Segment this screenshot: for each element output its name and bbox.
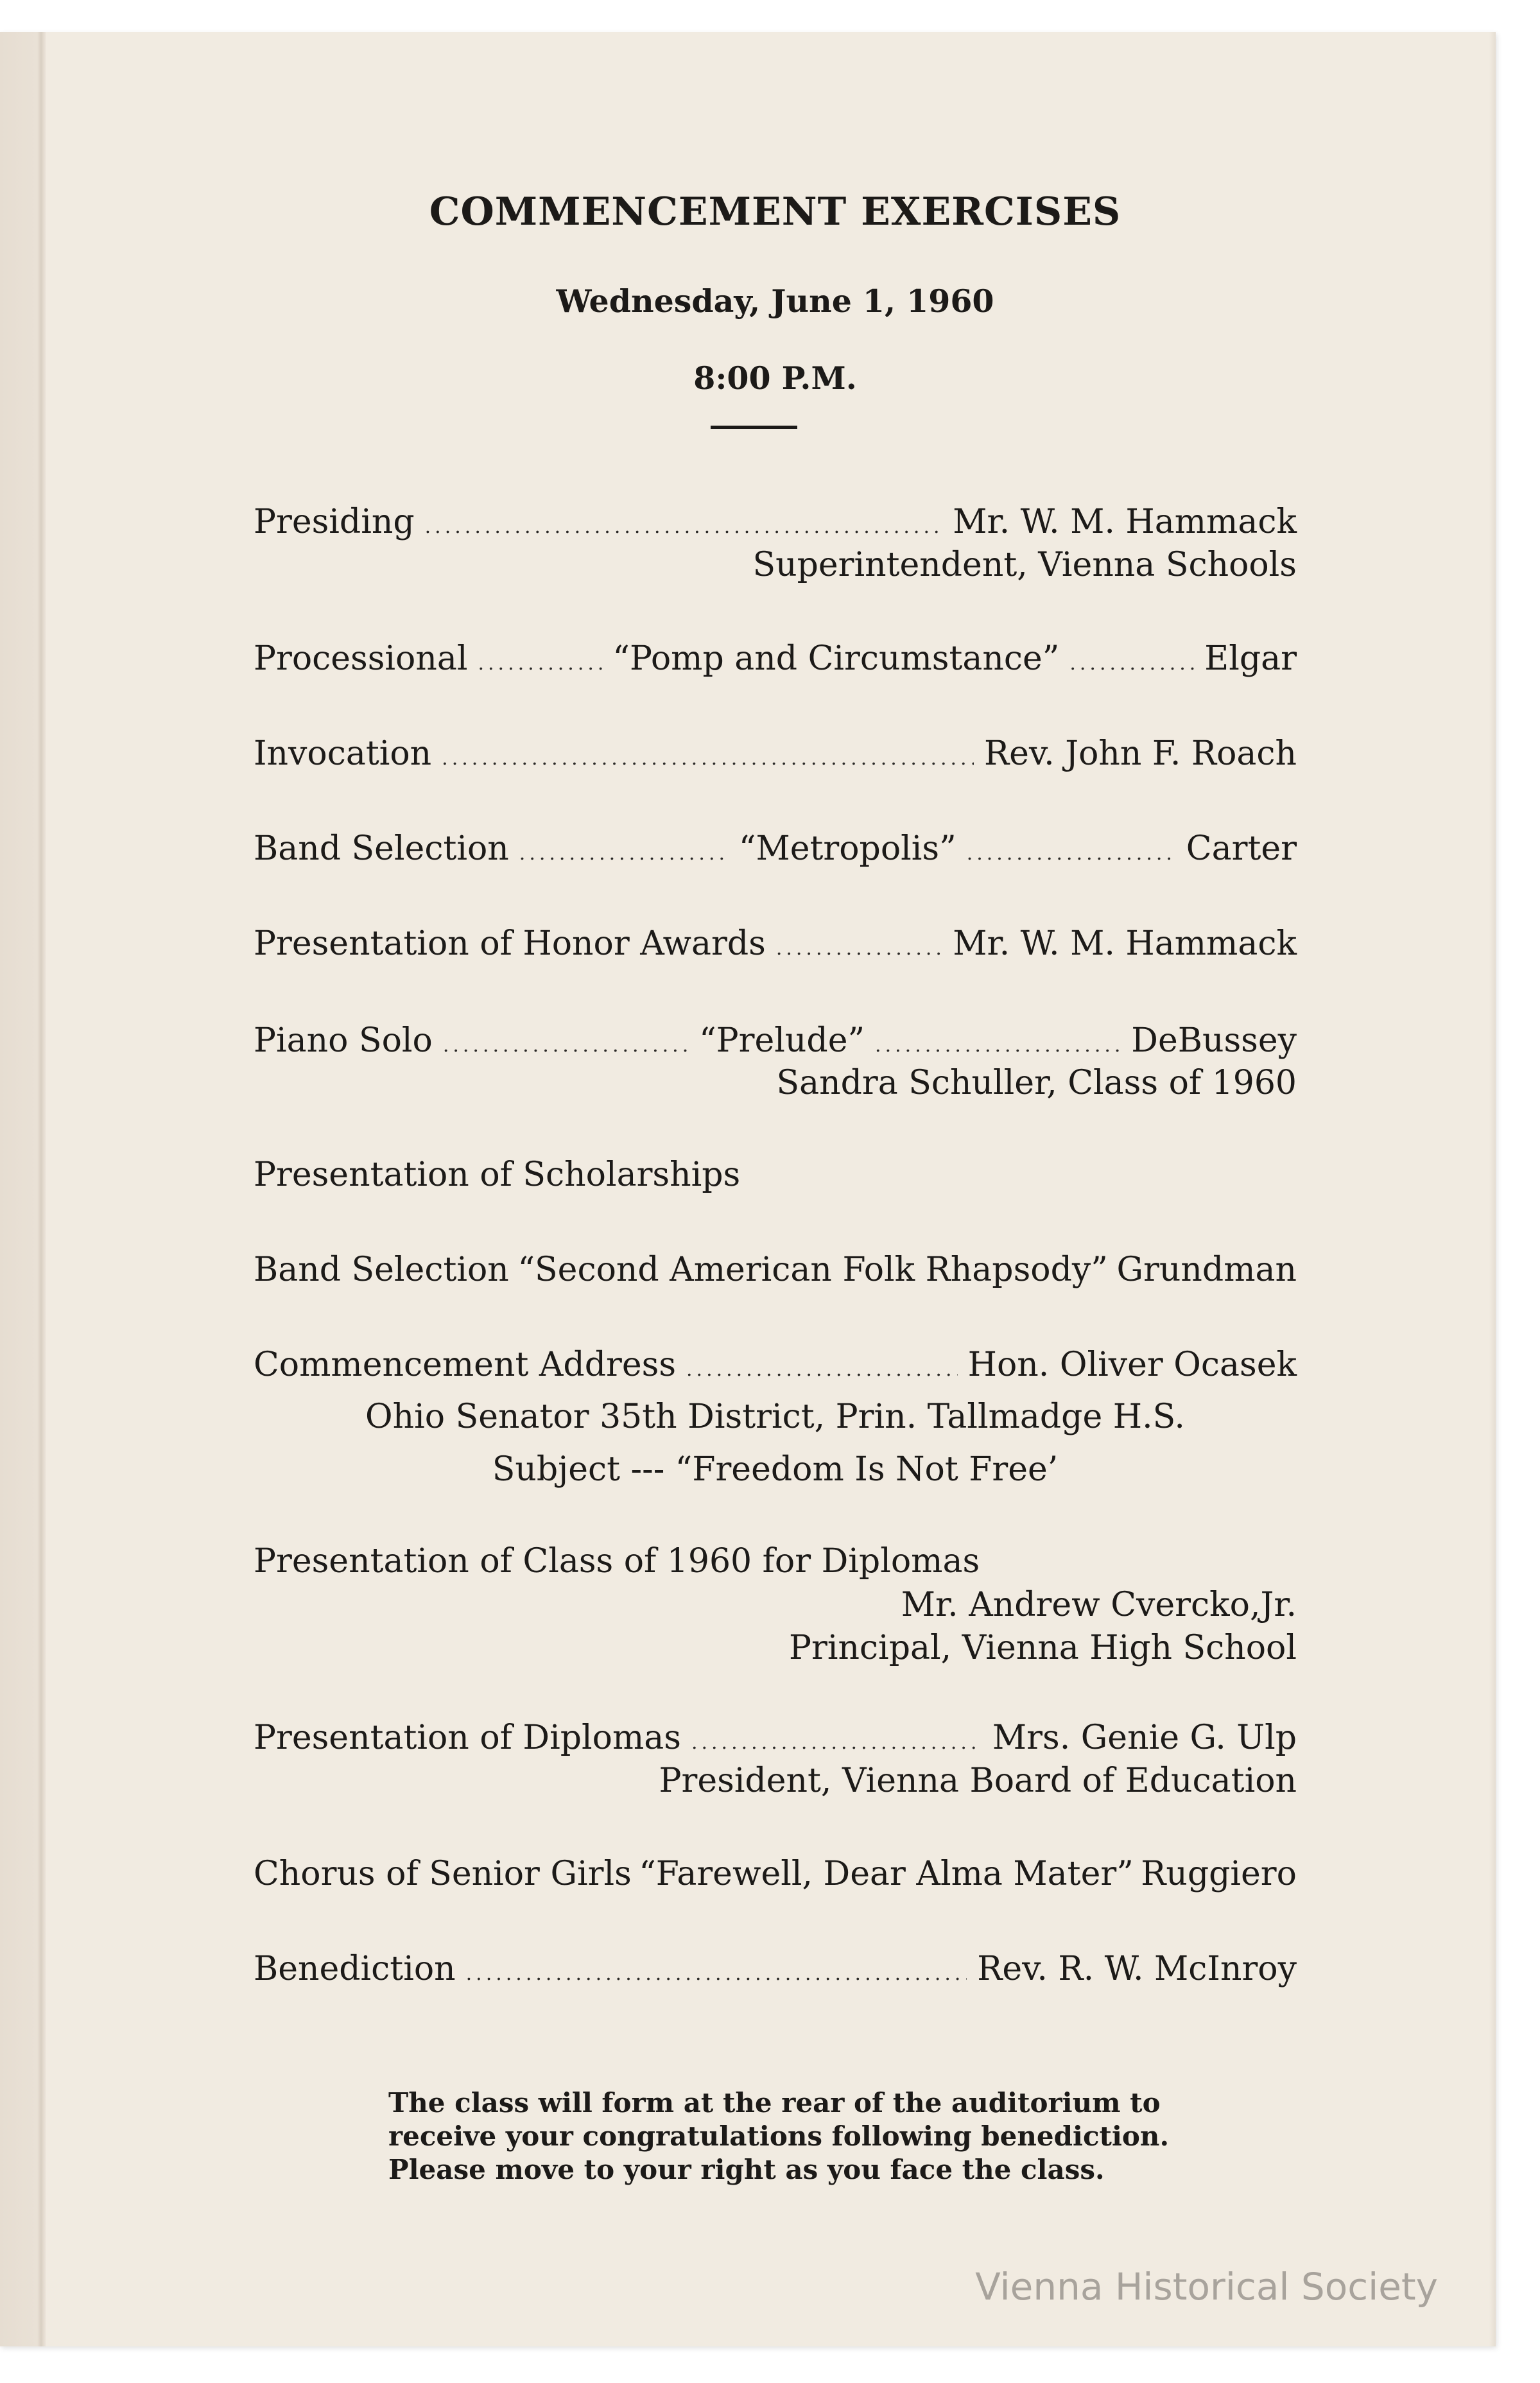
divider: [711, 426, 797, 429]
dot-leader: [691, 1722, 982, 1764]
dot-leader: [478, 643, 602, 685]
item-composer: Carter: [1186, 829, 1297, 868]
item-person: Hon. Oliver Ocasek: [967, 1346, 1297, 1384]
item-composer: Grundman: [1116, 1251, 1297, 1289]
notice-line: receive your congratulations following benediction.: [388, 2120, 1170, 2152]
item-label: Benediction: [254, 1950, 456, 1988]
page-edge: [1489, 32, 1496, 2346]
item-piece: “Pomp and Circumstance”: [612, 639, 1060, 678]
item-piece: “Farewell, Dear Alma Mater”: [639, 1855, 1134, 1893]
program-item-scholarships: [254, 1154, 1297, 1196]
notice-line: Please move to your right as you face the class.: [388, 2154, 1105, 2185]
program-item-honor-awards: [254, 923, 1297, 970]
page-title: COMMENCEMENT EXERCISES: [429, 189, 1121, 234]
dot-leader: [776, 928, 942, 970]
dot-leader: [875, 1025, 1121, 1067]
item-label: Presentation of Scholarships: [254, 1156, 741, 1194]
watermark: Vienna Historical Society: [975, 2265, 1438, 2309]
closing-notice: [388, 2086, 1191, 2187]
item-label: Band Selection: [254, 1251, 509, 1289]
program-item-presiding: [254, 501, 1297, 548]
item-composer: Elgar: [1204, 639, 1297, 678]
item-label: Presiding: [254, 503, 415, 541]
item-label: Chorus of Senior Girls: [254, 1855, 632, 1893]
program-item-chorus: [254, 1853, 1297, 1895]
item-subtitle: Principal, Vienna High School: [788, 1629, 1297, 1667]
program-page: [0, 32, 1496, 2346]
item-label: Presentation of Class of 1960 for Diplomas: [254, 1542, 980, 1581]
program-item-piano-solo: [254, 1019, 1297, 1067]
program-item-benediction: [254, 1948, 1297, 1995]
item-label: Commencement Address: [254, 1346, 676, 1384]
item-person: Rev. John F. Roach: [984, 734, 1297, 773]
program-item-band-selection-2: [254, 1249, 1297, 1291]
item-piece: “Prelude”: [699, 1021, 865, 1060]
item-person: Rev. R. W. McInroy: [977, 1950, 1297, 1988]
item-subtitle: Superintendent, Vienna Schools: [752, 546, 1297, 584]
dot-leader: [466, 1953, 967, 1995]
program-item-commencement-address: [254, 1344, 1297, 1391]
item-label: Presentation of Diplomas: [254, 1719, 681, 1757]
item-person: Mrs. Genie G. Ulp: [992, 1719, 1297, 1757]
item-piece: “Second American Folk Rhapsody”: [517, 1251, 1108, 1289]
speaker-title: Ohio Senator 35th District, Prin. Tallmadge H.S.: [365, 1398, 1185, 1436]
item-piece: “Metropolis”: [738, 829, 956, 868]
item-subtitle: President, Vienna Board of Education: [659, 1762, 1297, 1800]
item-person: Mr. W. M. Hammack: [953, 924, 1297, 963]
program-item-diplomas: [254, 1717, 1297, 1764]
item-label: Presentation of Honor Awards: [254, 924, 766, 963]
dot-leader: [967, 833, 1176, 875]
dot-leader: [425, 506, 943, 548]
event-time: 8:00 P.M.: [693, 360, 857, 397]
item-person: Mr. Andrew Cvercko,Jr.: [901, 1586, 1297, 1624]
item-performer: Sandra Schuller, Class of 1960: [776, 1064, 1297, 1102]
item-label: Invocation: [254, 734, 432, 773]
event-date: Wednesday, June 1, 1960: [556, 282, 994, 320]
dot-leader: [686, 1349, 958, 1391]
item-label: Piano Solo: [254, 1021, 433, 1060]
program-item-band-selection: [254, 828, 1297, 875]
dot-leader: [1069, 643, 1194, 685]
item-label: Processional: [254, 639, 468, 678]
dot-leader: [442, 738, 974, 780]
dot-leader: [443, 1025, 689, 1067]
item-composer: DeBussey: [1131, 1021, 1297, 1060]
program-item-invocation: [254, 732, 1297, 780]
item-label: Band Selection: [254, 829, 509, 868]
item-person: Mr. W. M. Hammack: [953, 503, 1297, 541]
program-item-processional: [254, 637, 1297, 685]
page-fold: [0, 32, 46, 2346]
notice-line: The class will form at the rear of the auditorium to: [388, 2087, 1161, 2119]
program-item-class-presentation: [254, 1540, 1297, 1582]
item-composer: Ruggiero: [1141, 1855, 1297, 1893]
address-subject: Subject --- “Freedom Is Not Free’: [492, 1450, 1059, 1489]
dot-leader: [519, 833, 729, 875]
